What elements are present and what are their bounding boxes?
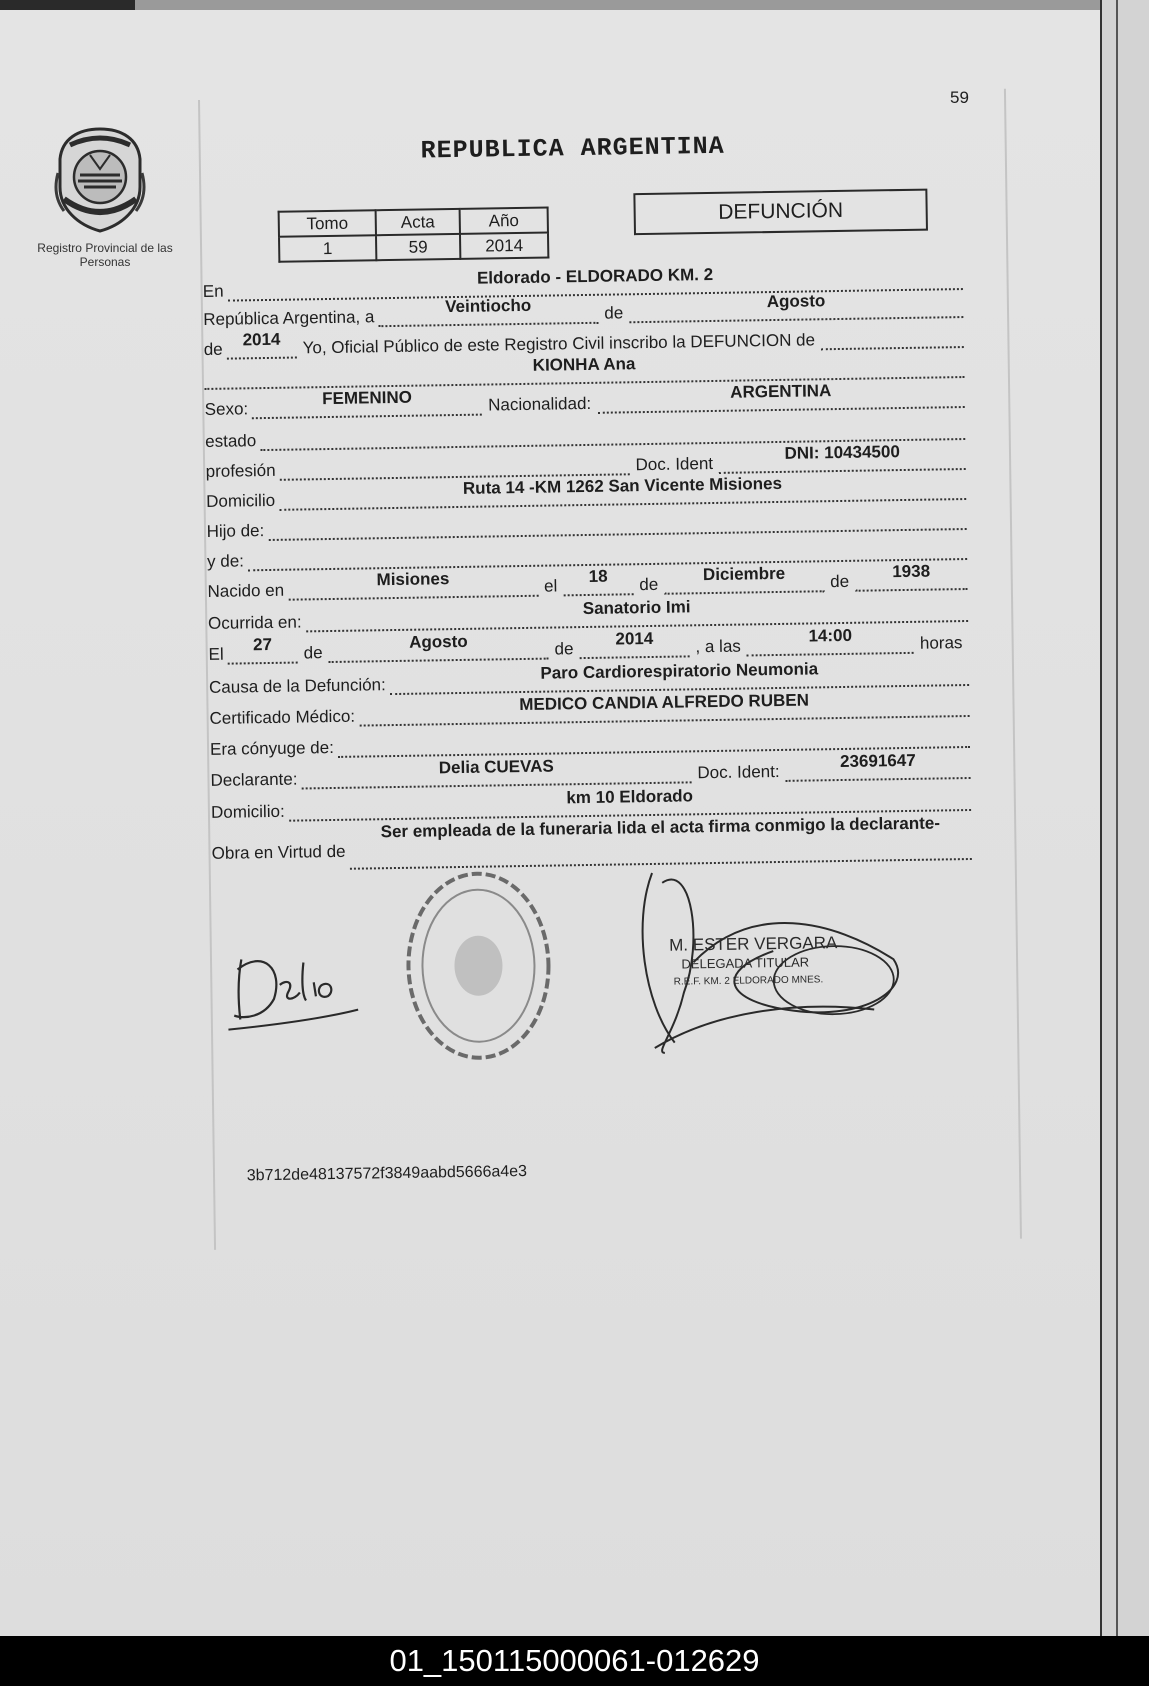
label-decl-doc: Doc. Ident: [697,761,780,783]
value-domicilio: Ruta 14 -KM 1262 San Vicente Misiones [279,470,966,511]
label-profesion: profesión [205,460,276,481]
logo-caption: Registro Provincial de las Personas [37,241,173,269]
value-def-mes: Agosto [328,630,548,663]
value-obra: Ser empleada de la funeraria lida el acta firma conmigo la declarante- [349,812,972,870]
label-alas: , a las [695,636,741,657]
label-en: En [202,281,224,301]
label-declarante: Declarante: [210,769,298,790]
scan-footer-bar [0,1636,1149,1686]
label-republica: República Argentina, a [203,307,375,329]
provincia-de-misiones-seal-icon [50,125,150,235]
scan-right-edge [1100,0,1149,1636]
label-nacido: Nacido en [207,580,285,601]
document-hash: 3b712de48137572f3849aabd5666a4e3 [246,1162,528,1185]
label-de-1: de [604,303,624,323]
label-yde: y de: [206,551,245,571]
value-nac-anio: 1938 [855,560,968,592]
value-decl-domicilio: km 10 Eldorado [288,781,971,822]
value-decl-doc: 23691647 [785,749,970,782]
label-de-4: de [830,571,850,592]
label-causa: Causa de la Defunción: [208,675,386,697]
value-mes: Agosto [629,288,963,323]
label-conyuge: Era cónyuge de: [209,737,334,759]
label-certificado: Certificado Médico: [209,706,356,728]
scan-footer-id: 01_150115000061-012629 [389,1643,760,1678]
value-sexo: FEMENINO [252,386,482,420]
label-horas: horas [919,633,963,653]
label-de-3: de [639,574,659,595]
stamp-line-1: M. ESTER VERGARA [669,933,838,955]
value-nacido-en: Misiones [288,567,538,601]
record-header-tomo: Tomo [279,210,376,237]
label-nacionalidad: Nacionalidad: [488,393,592,415]
value-doc-ident: DNI: 10434500 [719,440,966,474]
value-oficial-blank [821,318,964,350]
label-de-5: de [303,643,323,663]
value-def-anio: 2014 [579,627,689,659]
value-declarante: Delia CUEVAS [301,753,691,789]
stamp-line-2: DELEGADA TITULAR [681,954,810,972]
value-nacionalidad: ARGENTINA [597,378,965,414]
page-number: 59 [950,88,969,107]
label-doc-ident: Doc. Ident [635,453,714,475]
value-causa: Paro Cardiorespiratorio Neumonia [389,656,969,695]
value-en: Eldorado - ELDORADO KM. 2 [227,260,963,302]
value-nac-dia: 18 [563,565,633,596]
record-acta: 59 [376,234,460,260]
label-hijo: Hijo de: [206,521,265,541]
value-nac-mes: Diciembre [664,562,824,595]
value-nombre: KIONHA Ana [204,348,964,390]
label-ocurrida: Ocurrida en: [207,612,302,633]
record-type-box: DEFUNCIÓN [633,189,928,236]
label-sexo: Sexo: [204,399,249,419]
label-de-6: de [554,639,574,659]
scan-top-band [0,0,1149,10]
value-dia: Veintiocho [378,294,598,327]
label-de-2: de [203,339,223,359]
record-anio: 2014 [460,233,548,259]
record-header-anio: Año [460,208,548,234]
declarant-signature [223,937,375,1039]
official-stamp [632,859,925,1064]
value-anio: 2014 [226,329,296,360]
value-def-dia: 27 [227,634,297,665]
record-tomo: 1 [279,235,376,262]
record-table-row [279,233,548,262]
label-estado: estado [205,431,257,451]
record-header-acta: Acta [376,209,460,235]
document-title: REPUBLICA ARGENTINA [420,131,725,166]
value-certificado: MEDICO CANDIA ALFREDO RUBEN [359,687,970,727]
value-ocurrida-en: Sanatorio Imi [305,592,968,632]
text-oficial: Yo, Oficial Público de este Registro Civil inscribo la DEFUNCION de [302,330,816,358]
label-domicilio: Domicilio [206,490,276,511]
label-El: El [208,644,224,664]
label-obra: Obra en Virtud de [211,841,346,863]
value-hora: 14:00 [747,624,915,657]
round-official-seal [397,864,560,1066]
record-table [278,207,550,263]
death-certificate-form [200,97,1018,1269]
label-el: el [543,576,558,596]
stamp-line-3: R.E.F. KM. 2 ELDORADO MNES. [673,974,824,988]
label-decl-domicilio: Domicilio: [210,801,285,822]
